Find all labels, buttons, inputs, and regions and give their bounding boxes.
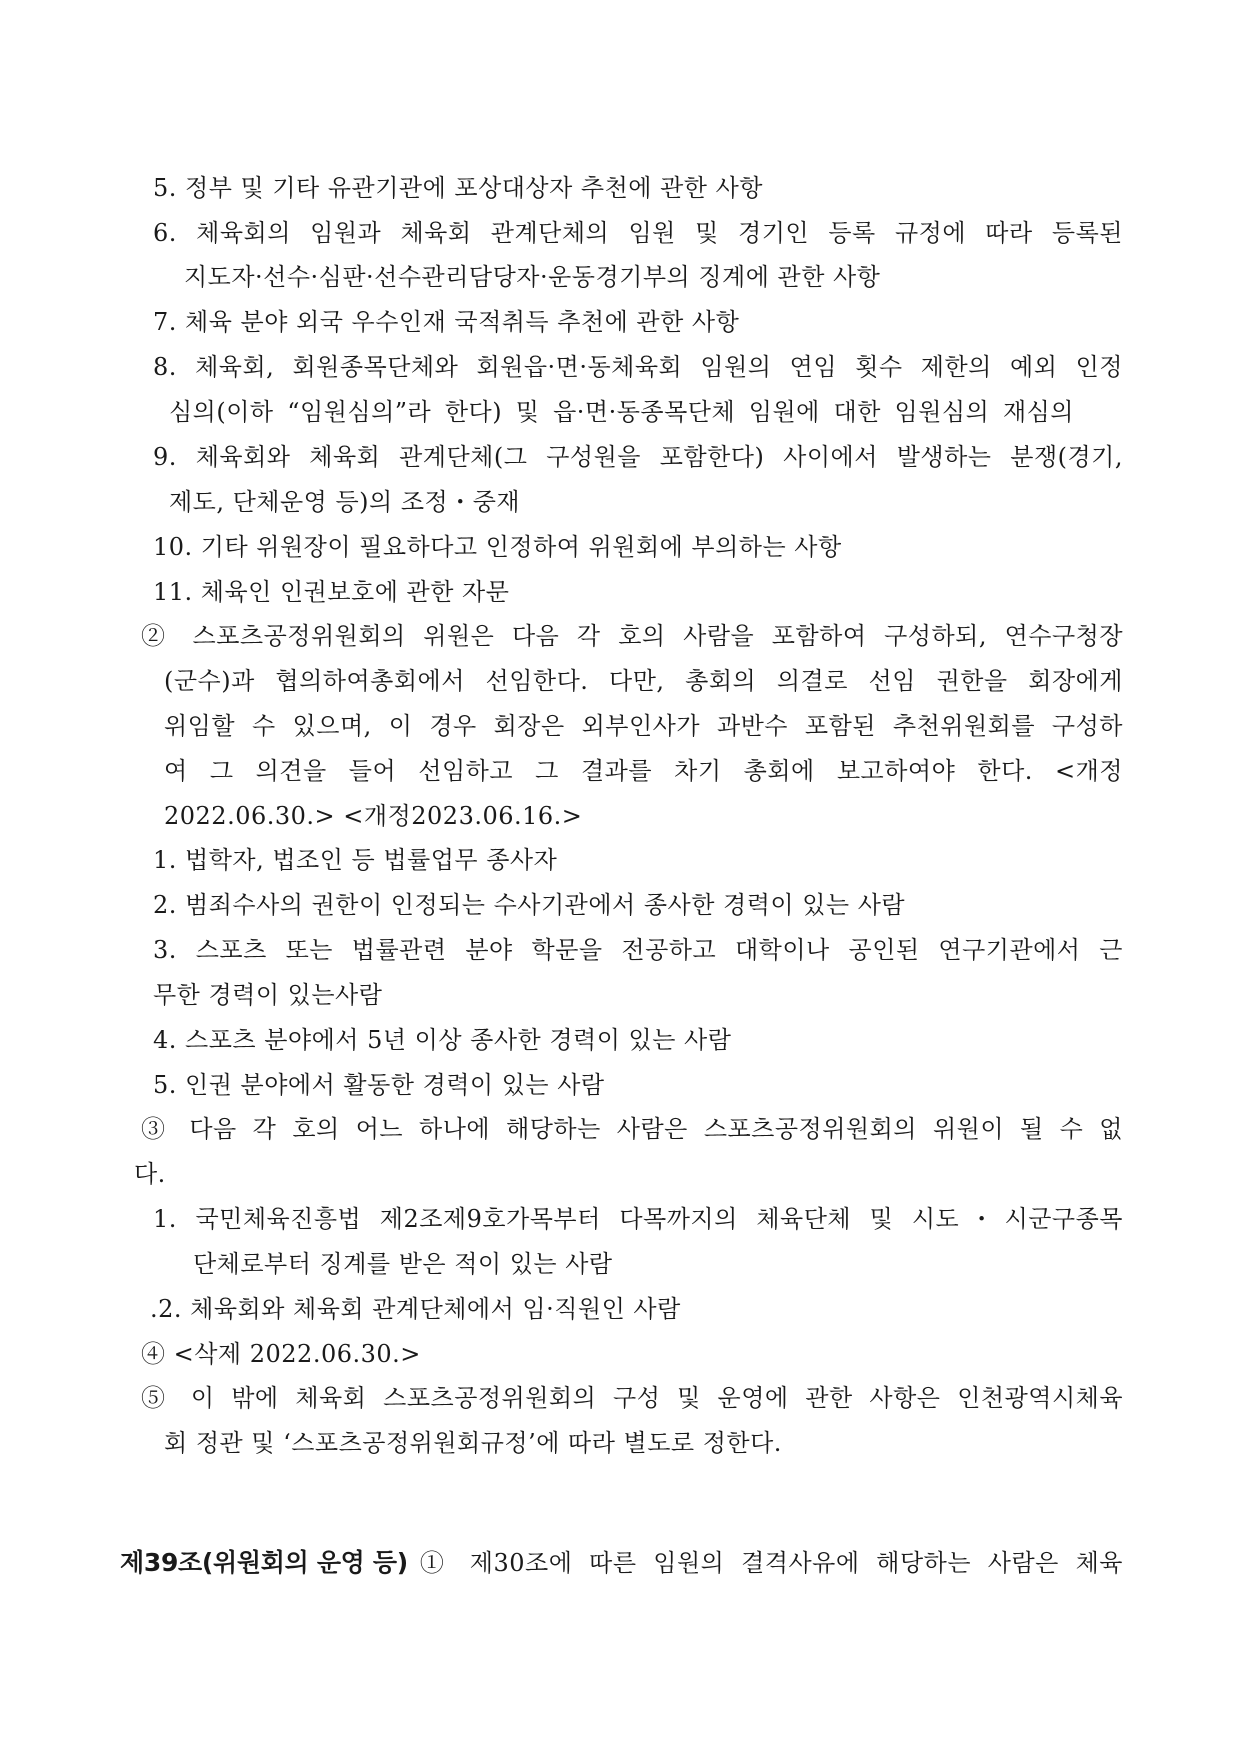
member-item-4: 4. 스포츠 분야에서 5년 이상 종사한 경력이 있는 사람 [153, 1026, 732, 1054]
item-8-line-2: 심의(이하 “임원심의”라 한다) 및 읍·면·동종목단체 임원에 대한 임원심의 재심의 [169, 398, 1074, 426]
item-6-line-1: 6. 체육회의 임원과 체육회 관계단체의 임원 및 경기인 등록 규정에 따라 등록된 [153, 219, 1123, 247]
item-6-line-2: 지도자·선수·심판·선수관리담당자·운동경기부의 징계에 관한 사항 [184, 263, 881, 291]
disqualify-item-1-line-1: 1. 국민체육진흥법 제2조제9호가목부터 다목까지의 체육단체 및 시도・시군구종목 [153, 1205, 1123, 1233]
item-5-line: 5. 정부 및 기타 유관기관에 포상대상자 추천에 관한 사항 [153, 174, 763, 202]
member-item-5: 5. 인권 분야에서 활동한 경력이 있는 사람 [153, 1071, 605, 1099]
paragraph-2-line-3: 위임할 수 있으며, 이 경우 회장은 외부인사가 과반수 포함된 추천위원회를 구성하 [164, 712, 1123, 740]
member-item-3-line-2: 무한 경력이 있는사람 [153, 981, 383, 1009]
article-39 [120, 1547, 1123, 1579]
member-item-1: 1. 법학자, 법조인 등 법률업무 종사자 [153, 846, 558, 874]
paragraph-5-line-2: 회 정관 및 ‘스포츠공정위원회규정’에 따라 별도로 정한다. [164, 1429, 782, 1457]
paragraph-2-line-4: 여 그 의견을 들어 선임하고 그 결과를 차기 총회에 보고하여야 한다. <개정 [164, 757, 1123, 785]
item-9-line-2: 제도, 단체운영 등)의 조정・중재 [169, 488, 521, 516]
paragraph-2-line-2: (군수)과 협의하여총회에서 선임한다. 다만, 총회의 의결로 선임 권한을 회장에게 [164, 667, 1123, 695]
disqualify-item-2: .2. 체육회와 체육회 관계단체에서 임·직원인 사람 [150, 1295, 681, 1323]
paragraph-2-line-1: ② 스포츠공정위원회의 위원은 다음 각 호의 사람을 포함하여 구성하되, 연수구청장 [141, 622, 1123, 650]
disqualify-item-1-line-2: 단체로부터 징계를 받은 적이 있는 사람 [193, 1250, 613, 1278]
member-item-2: 2. 범죄수사의 권한이 인정되는 수사기관에서 종사한 경력이 있는 사람 [153, 891, 906, 919]
item-10-line: 10. 기타 위원장이 필요하다고 인정하여 위원회에 부의하는 사항 [153, 533, 842, 561]
article-39-text: ① 제30조에 따른 임원의 결격사유에 해당하는 사람은 체육 [419, 1549, 1123, 1577]
item-11-line: 11. 체육인 인권보호에 관한 자문 [153, 578, 510, 606]
paragraph-2-line-5: 2022.06.30.> <개정2023.06.16.> [164, 802, 583, 830]
paragraph-5-line-1: ⑤ 이 밖에 체육회 스포츠공정위원회의 구성 및 운영에 관한 사항은 인천광역시체육 [141, 1384, 1123, 1412]
item-7-line: 7. 체육 분야 외국 우수인재 국적취득 추천에 관한 사항 [153, 308, 740, 336]
paragraph-3-line-1: ③ 다음 각 호의 어느 하나에 해당하는 사람은 스포츠공정위원회의 위원이 될 수 없 [141, 1115, 1123, 1143]
article-39-title: 제39조(위원회의 운영 등) [120, 1548, 408, 1577]
item-9-line-1: 9. 체육회와 체육회 관계단체(그 구성원을 포함한다) 사이에서 발생하는 분쟁(경기, [153, 443, 1123, 471]
member-item-3-line-1: 3. 스포츠 또는 법률관련 분야 학문을 전공하고 대학이나 공인된 연구기관에서 근 [153, 936, 1123, 964]
paragraph-3-line-2: 다. [134, 1160, 166, 1188]
item-8-line-1: 8. 체육회, 회원종목단체와 회원읍·면·동체육회 임원의 연임 횟수 제한의 예외 인정 [153, 353, 1123, 381]
paragraph-4: ④ <삭제 2022.06.30.> [141, 1340, 421, 1368]
